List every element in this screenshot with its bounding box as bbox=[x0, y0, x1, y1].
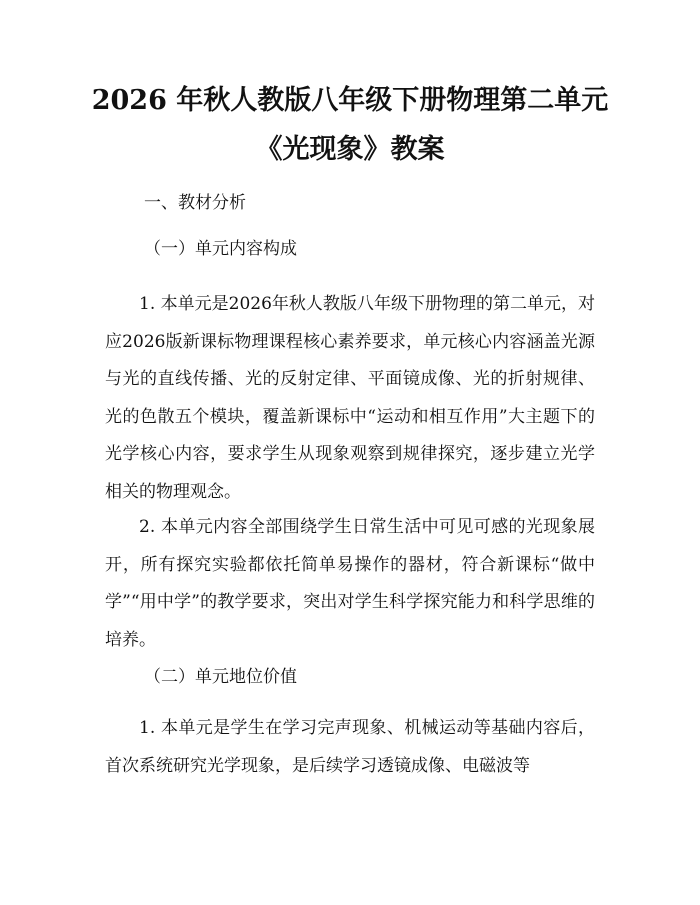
document-title-line-2: 《光现象》教案 bbox=[255, 134, 445, 165]
document-title-line-1: 2026 年秋人教版八年级下册物理第二单元 bbox=[91, 85, 609, 116]
section-heading-textbook-analysis: 一、教材分析 bbox=[144, 193, 246, 213]
subsection-heading-unit-content: （一）单元内容构成 bbox=[144, 239, 297, 259]
paragraph-unit-content-2: 2. 本单元内容全部围绕学生日常生活中可见可感的光现象展开，所有探究实验都依托简单易操作的器材，符合新课标“做中学”“用中学”的教学要求，突出对学生科学探究能力和科学思维的培养。 bbox=[105, 517, 595, 650]
paragraph-unit-value-1: 1. 本单元是学生在学习完声现象、机械运动等基础内容后，首次系统研究光学现象，是后续学习透镜成像、电磁波等 bbox=[105, 718, 595, 776]
subsection-heading-unit-value: （二）单元地位价值 bbox=[144, 667, 297, 687]
paragraph-unit-content-1: 1. 本单元是2026年秋人教版八年级下册物理的第二单元，对应2026版新课标物理课程核心素养要求，单元核心内容涵盖光源与光的直线传播、光的反射定律、平面镜成像、光的折射规律、光的色散五个模块，覆盖新课标中“运动和相互作用”大主题下的光学核心内容，要求学生从现象观察到规律探究，逐步建立光学相关的物理观念。 bbox=[105, 294, 595, 502]
